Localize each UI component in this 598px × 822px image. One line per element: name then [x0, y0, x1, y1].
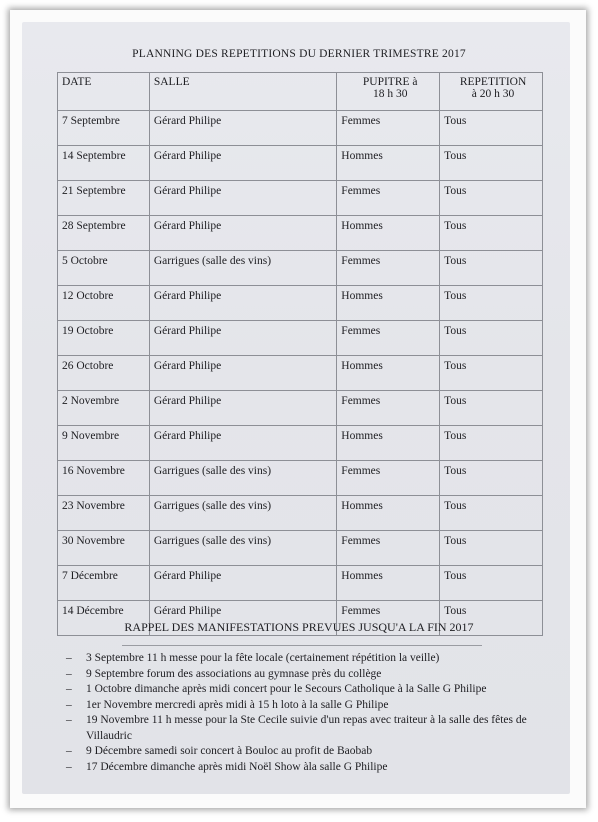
table-row	[58, 251, 543, 286]
event-text: 3 Septembre 11 h messe pour la fête locale (certainement répétition la veille)	[86, 652, 440, 664]
cell-salle: Gérard Philipe	[149, 146, 336, 181]
cell-salle: Gérard Philipe	[149, 426, 336, 461]
cell-date: 21 Septembre	[58, 181, 150, 216]
header-salle: SALLE	[149, 73, 336, 111]
cell-pupitre: Femmes	[337, 531, 440, 566]
cell-salle: Garrigues (salle des vins)	[149, 251, 336, 286]
cell-salle: Gérard Philipe	[149, 356, 336, 391]
table-row	[58, 146, 543, 181]
list-item	[66, 760, 556, 776]
cell-pupitre: Femmes	[337, 391, 440, 426]
cell-date: 7 Décembre	[58, 566, 150, 601]
cell-salle: Gérard Philipe	[149, 601, 336, 636]
event-text: 9 Décembre samedi soir concert à Bouloc au profit de Baobab	[86, 745, 373, 757]
rehearsal-schedule-table	[57, 72, 543, 636]
cell-date: 7 Septembre	[58, 111, 150, 146]
list-item	[66, 667, 556, 683]
cell-repetition: Tous	[440, 181, 543, 216]
cell-repetition: Tous	[440, 146, 543, 181]
document-title: PLANNING DES REPETITIONS DU DERNIER TRIMESTRE 2017	[132, 48, 466, 60]
cell-date: 14 Septembre	[58, 146, 150, 181]
events-section-title: RAPPEL DES MANIFESTATIONS PREVUES JUSQU'A LA FIN 2017	[124, 620, 474, 634]
cell-date: 28 Septembre	[58, 216, 150, 251]
section-divider	[122, 645, 482, 646]
cell-pupitre: Hommes	[337, 286, 440, 321]
table-row	[58, 426, 543, 461]
cell-repetition: Tous	[440, 286, 543, 321]
cell-salle: Gérard Philipe	[149, 286, 336, 321]
table-row	[58, 216, 543, 251]
list-item	[66, 651, 556, 667]
header-repetition: REPETITION à 20 h 30	[440, 73, 543, 111]
cell-repetition: Tous	[440, 566, 543, 601]
cell-repetition: Tous	[440, 531, 543, 566]
table-row	[58, 111, 543, 146]
table-row	[58, 566, 543, 601]
header-pupitre: PUPITRE à 18 h 30	[337, 73, 440, 111]
cell-salle: Gérard Philipe	[149, 216, 336, 251]
bullet-dash: –	[66, 760, 72, 773]
cell-pupitre: Femmes	[337, 461, 440, 496]
cell-pupitre: Hommes	[337, 216, 440, 251]
cell-pupitre: Femmes	[337, 181, 440, 216]
cell-repetition: Tous	[440, 391, 543, 426]
cell-salle: Garrigues (salle des vins)	[149, 531, 336, 566]
cell-date: 2 Novembre	[58, 391, 150, 426]
cell-salle: Gérard Philipe	[149, 566, 336, 601]
cell-date: 23 Novembre	[58, 496, 150, 531]
events-list	[66, 651, 556, 775]
cell-repetition: Tous	[440, 111, 543, 146]
header-date: DATE	[58, 73, 150, 111]
event-text: 1er Novembre mercredi après midi à 15 h loto à la salle G Philipe	[86, 698, 389, 711]
cell-pupitre: Hommes	[337, 426, 440, 461]
cell-pupitre: Hommes	[337, 496, 440, 531]
cell-date: 30 Novembre	[58, 531, 150, 566]
table-row	[58, 286, 543, 321]
cell-date: 19 Octobre	[58, 321, 150, 356]
cell-repetition: Tous	[440, 426, 543, 461]
bullet-dash: –	[66, 683, 72, 695]
cell-pupitre: Hommes	[337, 566, 440, 601]
cell-date: 12 Octobre	[58, 286, 150, 321]
event-text: 19 Novembre 11 h messe pour la Ste Cecile suivie d'un repas avec traiteur à la salle des fêtes de Villaudric	[86, 714, 527, 742]
cell-pupitre: Hommes	[337, 146, 440, 181]
bullet-dash: –	[66, 667, 72, 680]
cell-date: 16 Novembre	[58, 461, 150, 496]
cell-repetition: Tous	[440, 461, 543, 496]
event-text: 9 Septembre forum des associations au gymnase près du collège	[86, 667, 382, 680]
cell-repetition: Tous	[440, 601, 543, 636]
list-item	[66, 713, 556, 744]
table-row	[58, 461, 543, 496]
cell-salle: Gérard Philipe	[149, 321, 336, 356]
cell-salle: Garrigues (salle des vins)	[149, 496, 336, 531]
list-item	[66, 682, 556, 698]
cell-date: 26 Octobre	[58, 356, 150, 391]
cell-date: 14 Décembre	[58, 601, 150, 636]
list-item	[66, 744, 556, 760]
table-row	[58, 391, 543, 426]
cell-salle: Garrigues (salle des vins)	[149, 461, 336, 496]
table-row	[58, 181, 543, 216]
table-header-row	[58, 73, 543, 111]
cell-pupitre: Femmes	[337, 251, 440, 286]
cell-salle: Gérard Philipe	[149, 181, 336, 216]
bullet-dash: –	[66, 698, 72, 711]
cell-repetition: Tous	[440, 216, 543, 251]
cell-date: 5 Octobre	[58, 251, 150, 286]
cell-date: 9 Novembre	[58, 426, 150, 461]
bullet-dash: –	[66, 745, 72, 757]
cell-repetition: Tous	[440, 251, 543, 286]
bullet-dash: –	[66, 652, 72, 664]
event-text: 1 Octobre dimanche après midi concert pour le Secours Catholique à la Salle G Philipe	[86, 683, 487, 695]
cell-pupitre: Femmes	[337, 601, 440, 636]
cell-repetition: Tous	[440, 321, 543, 356]
table-row	[58, 531, 543, 566]
cell-pupitre: Hommes	[337, 356, 440, 391]
cell-repetition: Tous	[440, 496, 543, 531]
table-row	[58, 356, 543, 391]
cell-pupitre: Femmes	[337, 321, 440, 356]
bullet-dash: –	[66, 714, 72, 726]
list-item	[66, 698, 556, 714]
cell-pupitre: Femmes	[337, 111, 440, 146]
cell-salle: Gérard Philipe	[149, 111, 336, 146]
cell-salle: Gérard Philipe	[149, 391, 336, 426]
cell-repetition: Tous	[440, 356, 543, 391]
event-text: 17 Décembre dimanche après midi Noël Show àla salle G Philipe	[86, 760, 388, 773]
table-row	[58, 496, 543, 531]
table-row	[58, 321, 543, 356]
